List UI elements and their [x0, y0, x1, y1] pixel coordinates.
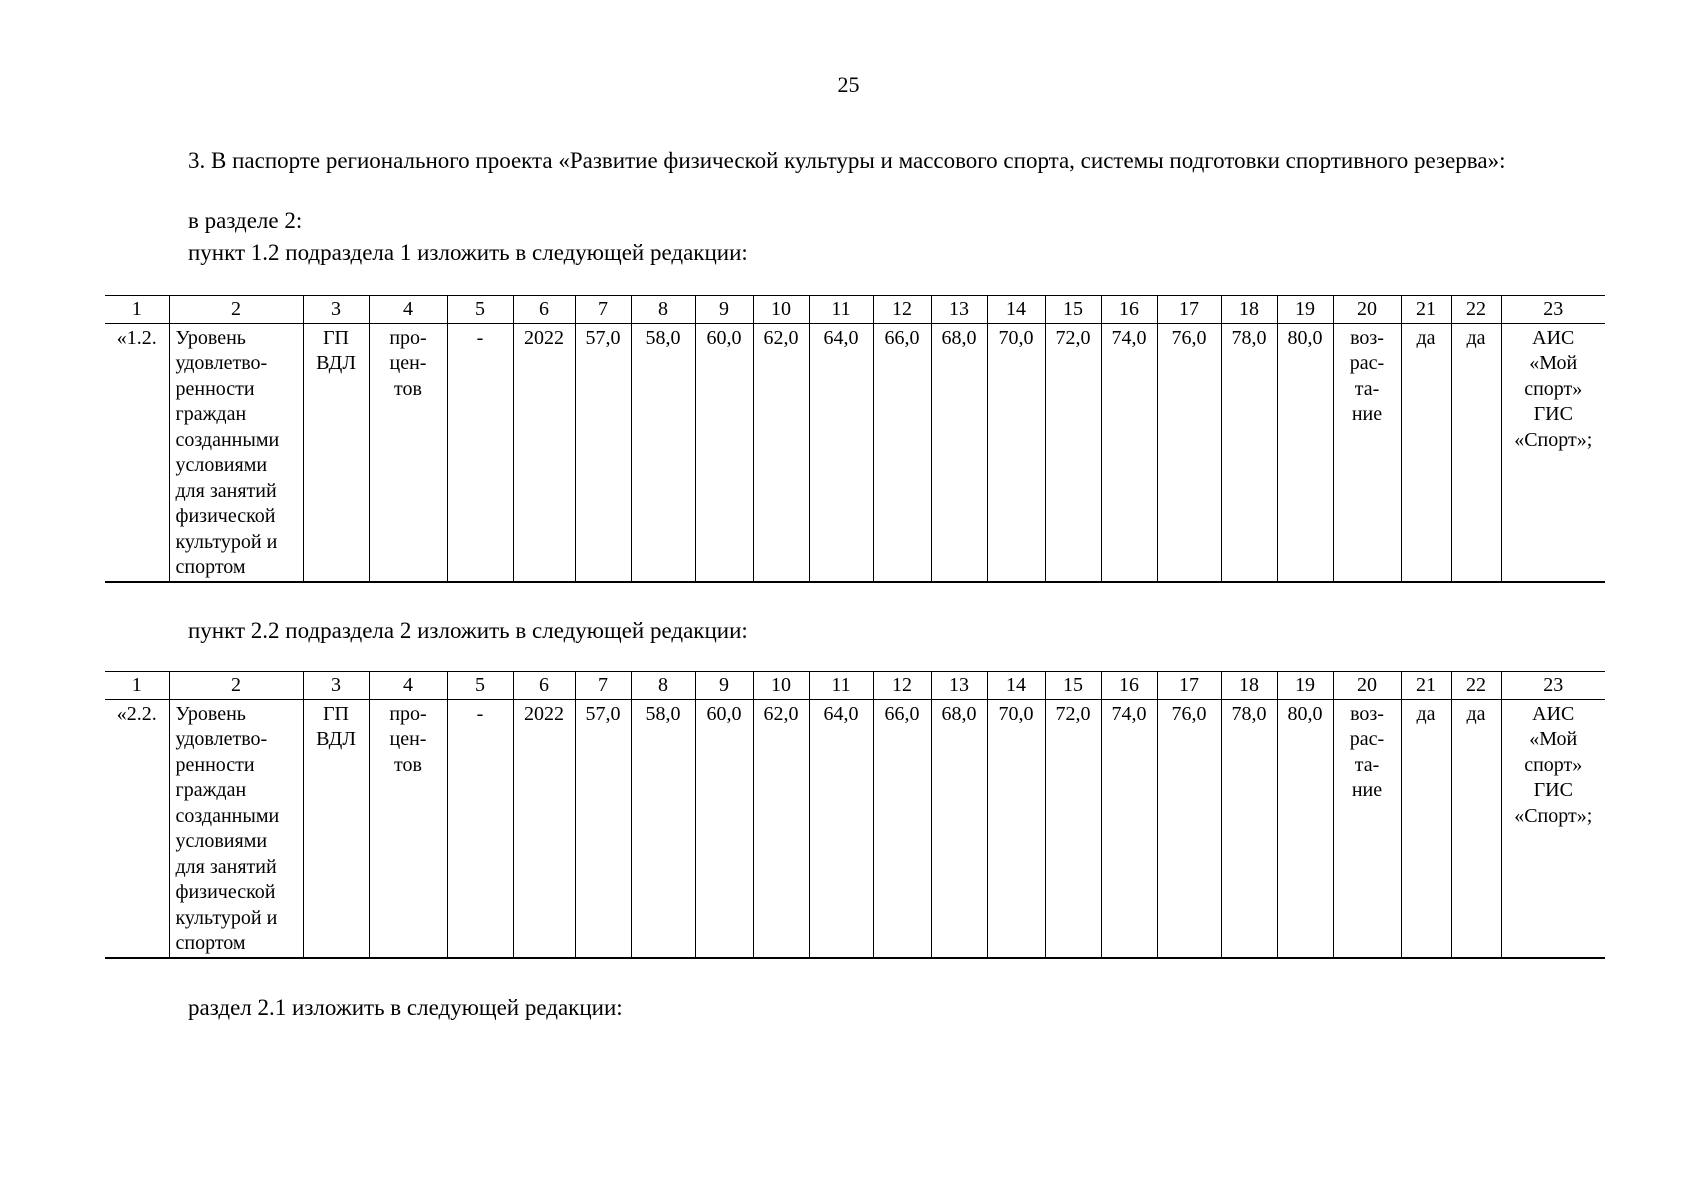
cell-value: 57,0	[575, 323, 631, 582]
cell-value: 66,0	[873, 323, 931, 582]
cell-unit: про- цен- тов	[369, 323, 447, 582]
column-number: 6	[513, 672, 575, 700]
column-number: 12	[873, 672, 931, 700]
cell-value: 78,0	[1221, 323, 1277, 582]
cell-value: 68,0	[931, 323, 987, 582]
cell-value: 60,0	[695, 699, 753, 958]
column-number: 18	[1221, 296, 1277, 324]
cell-value: 64,0	[809, 323, 873, 582]
cell-value: 64,0	[809, 699, 873, 958]
page-number: 25	[837, 72, 860, 97]
column-number: 4	[369, 296, 447, 324]
cell-value: 58,0	[631, 323, 695, 582]
cell-value: 76,0	[1157, 323, 1221, 582]
paragraph-point-1-2: пункт 1.2 подраздела 1 изложить в следующей редакции:	[188, 240, 748, 265]
cell-value: 74,0	[1101, 699, 1157, 958]
cell-value: 76,0	[1157, 699, 1221, 958]
column-number: 19	[1277, 296, 1333, 324]
cell-base-value: -	[447, 323, 513, 582]
cell-value: 66,0	[873, 699, 931, 958]
column-number: 21	[1401, 672, 1451, 700]
column-number: 15	[1045, 296, 1101, 324]
cell-value: 70,0	[987, 323, 1045, 582]
column-number: 23	[1501, 296, 1605, 324]
cell-value: 68,0	[931, 699, 987, 958]
cell-value: 57,0	[575, 699, 631, 958]
indicator-table-1-2	[105, 295, 1605, 583]
column-number: 3	[303, 672, 369, 700]
cell-item-number: «2.2.	[105, 699, 169, 958]
column-number: 11	[809, 296, 873, 324]
column-number: 22	[1451, 672, 1501, 700]
cell-base-year: 2022	[513, 699, 575, 958]
cell-value: 70,0	[987, 699, 1045, 958]
cell-flag: да	[1451, 699, 1501, 958]
cell-value: 72,0	[1045, 323, 1101, 582]
table-row	[105, 699, 1605, 958]
column-number: 5	[447, 672, 513, 700]
paragraph-point-2-2: пункт 2.2 подраздела 2 изложить в следующей редакции:	[188, 618, 748, 643]
column-number: 13	[931, 296, 987, 324]
cell-base-year: 2022	[513, 323, 575, 582]
column-number: 9	[695, 672, 753, 700]
cell-item-number: «1.2.	[105, 323, 169, 582]
cell-value: 58,0	[631, 699, 695, 958]
column-number: 1	[105, 296, 169, 324]
column-number: 11	[809, 672, 873, 700]
column-number: 12	[873, 296, 931, 324]
cell-flag: да	[1401, 323, 1451, 582]
column-number: 14	[987, 296, 1045, 324]
column-number: 20	[1333, 672, 1401, 700]
paragraph-section-2: в разделе 2:	[188, 208, 303, 233]
cell-info-system: АИС «Мой спорт» ГИС «Спорт»;	[1501, 323, 1605, 582]
table-header-row	[105, 296, 1605, 324]
column-number: 10	[753, 296, 809, 324]
column-number: 16	[1101, 672, 1157, 700]
cell-indicator-name: Уровень удовлетво- ренности граждан созданными условиями для занятий физической культурой и спортом	[169, 323, 303, 582]
column-number: 17	[1157, 672, 1221, 700]
cell-unit: про- цен- тов	[369, 699, 447, 958]
cell-flag: да	[1451, 323, 1501, 582]
column-number: 23	[1501, 672, 1605, 700]
column-number: 15	[1045, 672, 1101, 700]
table-row	[105, 323, 1605, 582]
cell-value: 60,0	[695, 323, 753, 582]
column-number: 8	[631, 672, 695, 700]
column-number: 18	[1221, 672, 1277, 700]
cell-value: 62,0	[753, 699, 809, 958]
cell-value: 72,0	[1045, 699, 1101, 958]
column-number: 5	[447, 296, 513, 324]
column-number: 8	[631, 296, 695, 324]
paragraph-section-2-1: раздел 2.1 изложить в следующей редакции:	[188, 995, 623, 1020]
column-number: 16	[1101, 296, 1157, 324]
cell-trend: воз- рас- та- ние	[1333, 699, 1401, 958]
paragraph-item-3: 3. В паспорте регионального проекта «Развитие физической культуры и массового спорта, системы подготовки спортивного резерва»:	[188, 148, 1506, 173]
table-header-row	[105, 672, 1605, 700]
column-number: 9	[695, 296, 753, 324]
column-number: 2	[169, 296, 303, 324]
column-number: 6	[513, 296, 575, 324]
cell-value: 80,0	[1277, 699, 1333, 958]
column-number: 21	[1401, 296, 1451, 324]
column-number: 20	[1333, 296, 1401, 324]
column-number: 19	[1277, 672, 1333, 700]
column-number: 13	[931, 672, 987, 700]
cell-indicator-name: Уровень удовлетво- ренности граждан созданными условиями для занятий физической культурой и спортом	[169, 699, 303, 958]
column-number: 7	[575, 296, 631, 324]
cell-flag: да	[1401, 699, 1451, 958]
column-number: 7	[575, 672, 631, 700]
cell-value: 80,0	[1277, 323, 1333, 582]
column-number: 17	[1157, 296, 1221, 324]
column-number: 14	[987, 672, 1045, 700]
column-number: 22	[1451, 296, 1501, 324]
cell-base-value: -	[447, 699, 513, 958]
cell-value: 62,0	[753, 323, 809, 582]
cell-info-system: АИС «Мой спорт» ГИС «Спорт»;	[1501, 699, 1605, 958]
indicator-table-2-2	[105, 671, 1605, 959]
cell-value: 74,0	[1101, 323, 1157, 582]
column-number: 3	[303, 296, 369, 324]
column-number: 10	[753, 672, 809, 700]
cell-value: 78,0	[1221, 699, 1277, 958]
cell-level: ГП ВДЛ	[303, 323, 369, 582]
cell-trend: воз- рас- та- ние	[1333, 323, 1401, 582]
column-number: 4	[369, 672, 447, 700]
cell-level: ГП ВДЛ	[303, 699, 369, 958]
column-number: 1	[105, 672, 169, 700]
column-number: 2	[169, 672, 303, 700]
